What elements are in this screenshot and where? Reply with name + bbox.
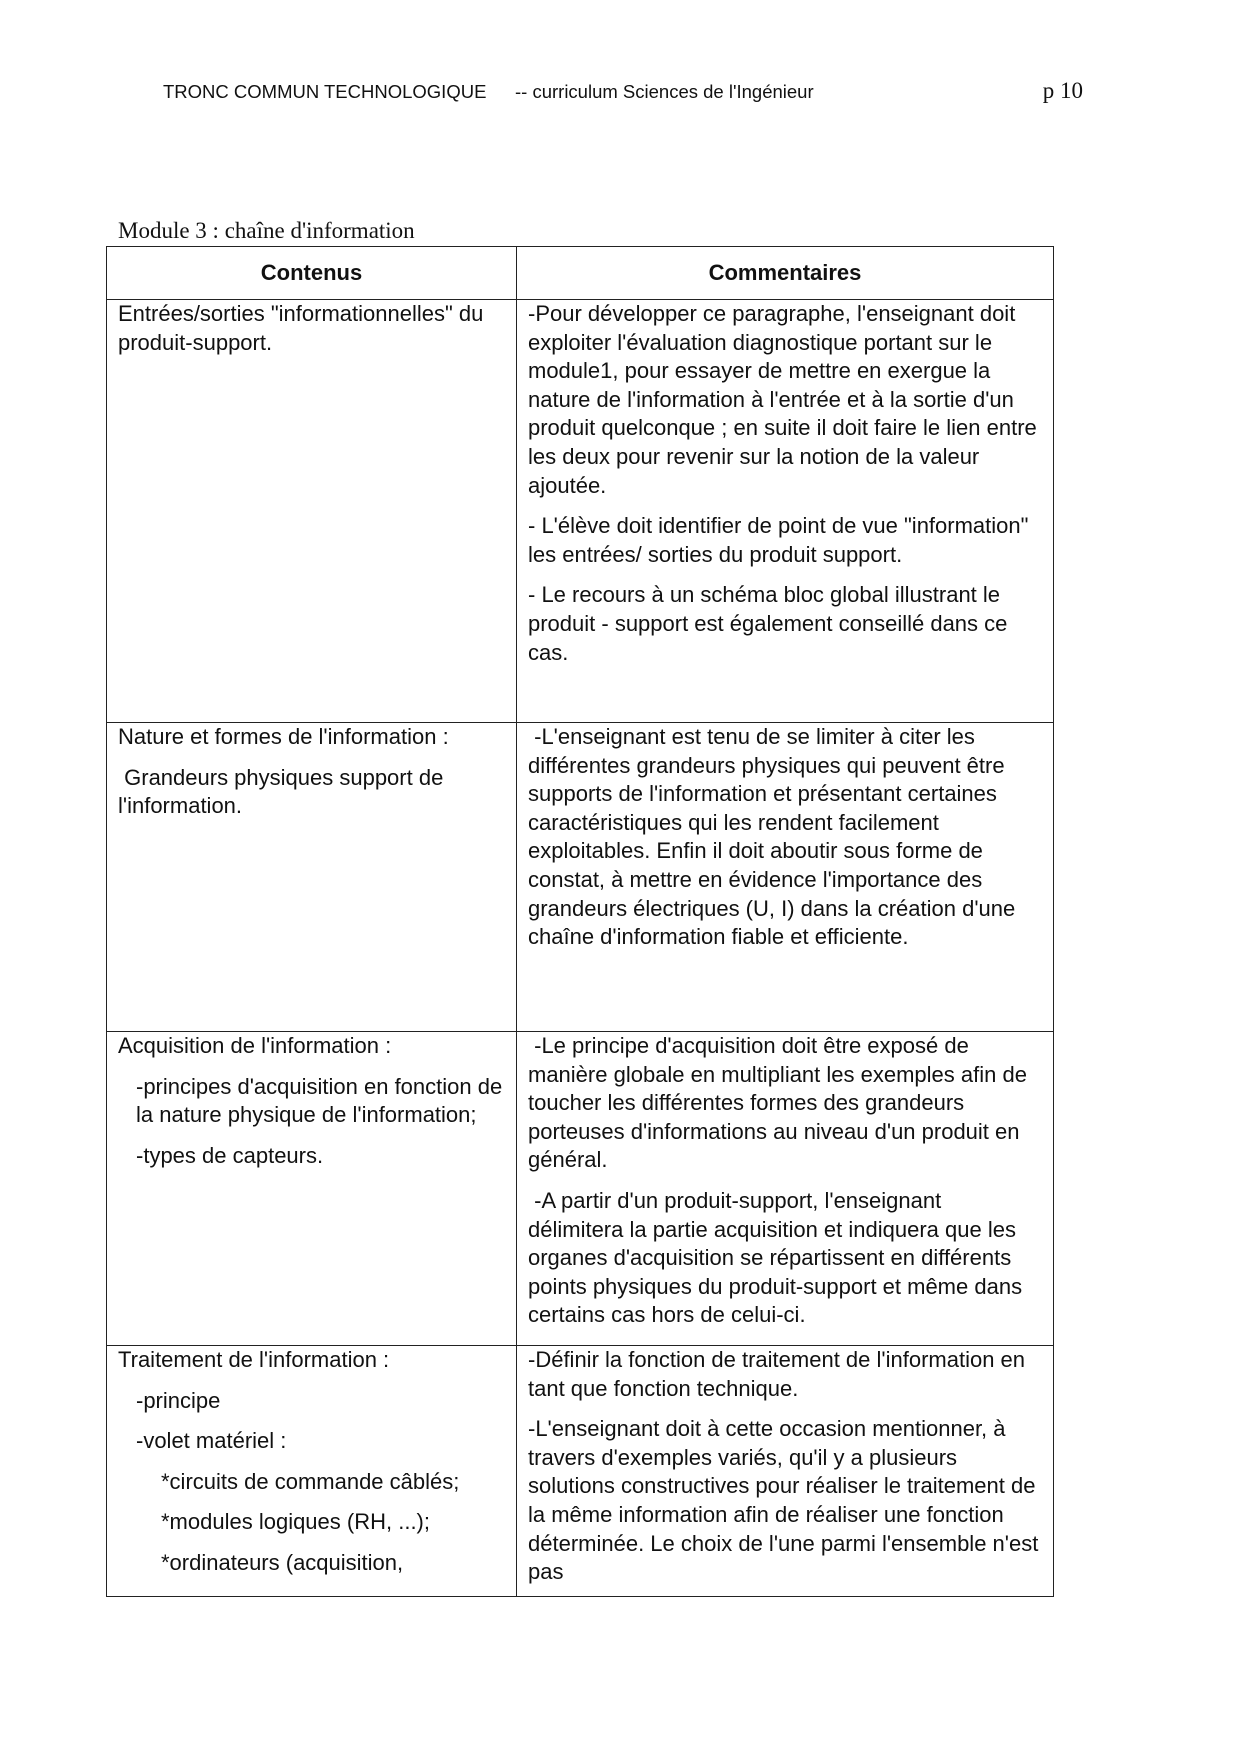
module-title: Module 3 : chaîne d'information xyxy=(118,218,415,243)
contenus-text: *ordinateurs (acquisition, xyxy=(161,1549,404,1575)
contenus-text: *circuits de commande câblés; xyxy=(161,1468,460,1494)
curriculum-table xyxy=(106,246,1054,1597)
column-header-commentaires: Commentaires xyxy=(517,247,1054,300)
contenus-text: *modules logiques (RH, ...); xyxy=(161,1509,430,1535)
contenus-text: -volet matériel : xyxy=(136,1428,287,1454)
commentaire-paragraph: -Pour développer ce paragraphe, l'enseignant doit exploiter l'évaluation diagnostique portant sur le module1, pour essayer de mettre en exergue la nature de l'information à l'entrée et à la sortie d'un produit quelconque ; en suite il doit faire le lien entre les deux pour revenir sur la notion de la valeur ajoutée. xyxy=(528,301,1037,498)
commentaires-cell xyxy=(517,300,1054,723)
header-course-title: TRONC COMMUN TECHNOLOGIQUE xyxy=(163,81,487,102)
contenus-text: Traitement de l'information : xyxy=(118,1347,390,1372)
page-number: p 10 xyxy=(1042,78,1083,103)
table-row xyxy=(107,1032,1054,1346)
contenus-text: Nature et formes de l'information : xyxy=(118,724,449,749)
commentaire-paragraph: -Définir la fonction de traitement de l'information en tant que fonction technique. xyxy=(528,1347,1026,1401)
header-curriculum-title: -- curriculum Sciences de l'Ingénieur xyxy=(515,81,814,102)
column-header-contenus: Contenus xyxy=(107,247,517,300)
contenus-text: -principe xyxy=(136,1387,221,1413)
commentaire-paragraph: -L'enseignant doit à cette occasion mentionner, à travers d'exemples variés, qu'il y a plusieurs solutions constructives pour réaliser le traitement de la même information afin de réaliser une fonction déterminée. Le choix de l'une parmi l'ensemble n'est pas xyxy=(528,1416,1039,1584)
contenus-text: -types de capteurs. xyxy=(136,1142,324,1168)
commentaires-cell xyxy=(517,723,1054,1032)
page-header xyxy=(163,78,1083,108)
commentaire-paragraph: -L'enseignant est tenu de se limiter à citer les différentes grandeurs physiques qui peuvent être supports de l'information et présentant certaines caractéristiques qui les rendent facilement exploitables. Enfin il doit aboutir sous forme de constat, à mettre en évidence l'importance des grandeurs électriques (U, I) dans la création d'une chaîne d'information fiable et efficiente. xyxy=(528,724,1022,950)
commentaires-cell xyxy=(517,1346,1054,1597)
table-header-row xyxy=(107,247,1054,300)
contenus-text: -principes d'acquisition en fonction de la nature physique de l'information; xyxy=(136,1073,503,1128)
table-row xyxy=(107,1346,1054,1597)
contenus-text: Grandeurs physiques support de l'information. xyxy=(118,764,450,819)
contenus-text: Acquisition de l'information : xyxy=(118,1033,392,1058)
commentaire-paragraph: -A partir d'un produit-support, l'enseignant délimitera la partie acquisition et indiquera que les organes d'acquisition se répartissent en différents points physiques du produit-support et même dans certains cas hors de celui-ci. xyxy=(528,1187,1029,1328)
table-row xyxy=(107,723,1054,1032)
commentaire-paragraph: - L'élève doit identifier de point de vue "information" les entrées/ sorties du produit support. xyxy=(528,513,1029,567)
contenus-cell xyxy=(107,1346,517,1597)
contenus-cell xyxy=(107,723,517,1032)
contenus-cell xyxy=(107,1032,517,1346)
commentaire-paragraph: - Le recours à un schéma bloc global illustrant le produit - support est également conseillé dans ce cas. xyxy=(528,582,1008,665)
commentaire-paragraph: -Le principe d'acquisition doit être exposé de manière globale en multipliant les exemples afin de toucher les différentes formes des grandeurs porteuses d'informations au niveau d'un produit en général. xyxy=(528,1033,1034,1173)
commentaires-cell xyxy=(517,1032,1054,1346)
contenus-cell xyxy=(107,300,517,723)
contenus-text: Entrées/sorties "informationnelles" du produit-support. xyxy=(118,301,484,355)
table-row xyxy=(107,300,1054,723)
